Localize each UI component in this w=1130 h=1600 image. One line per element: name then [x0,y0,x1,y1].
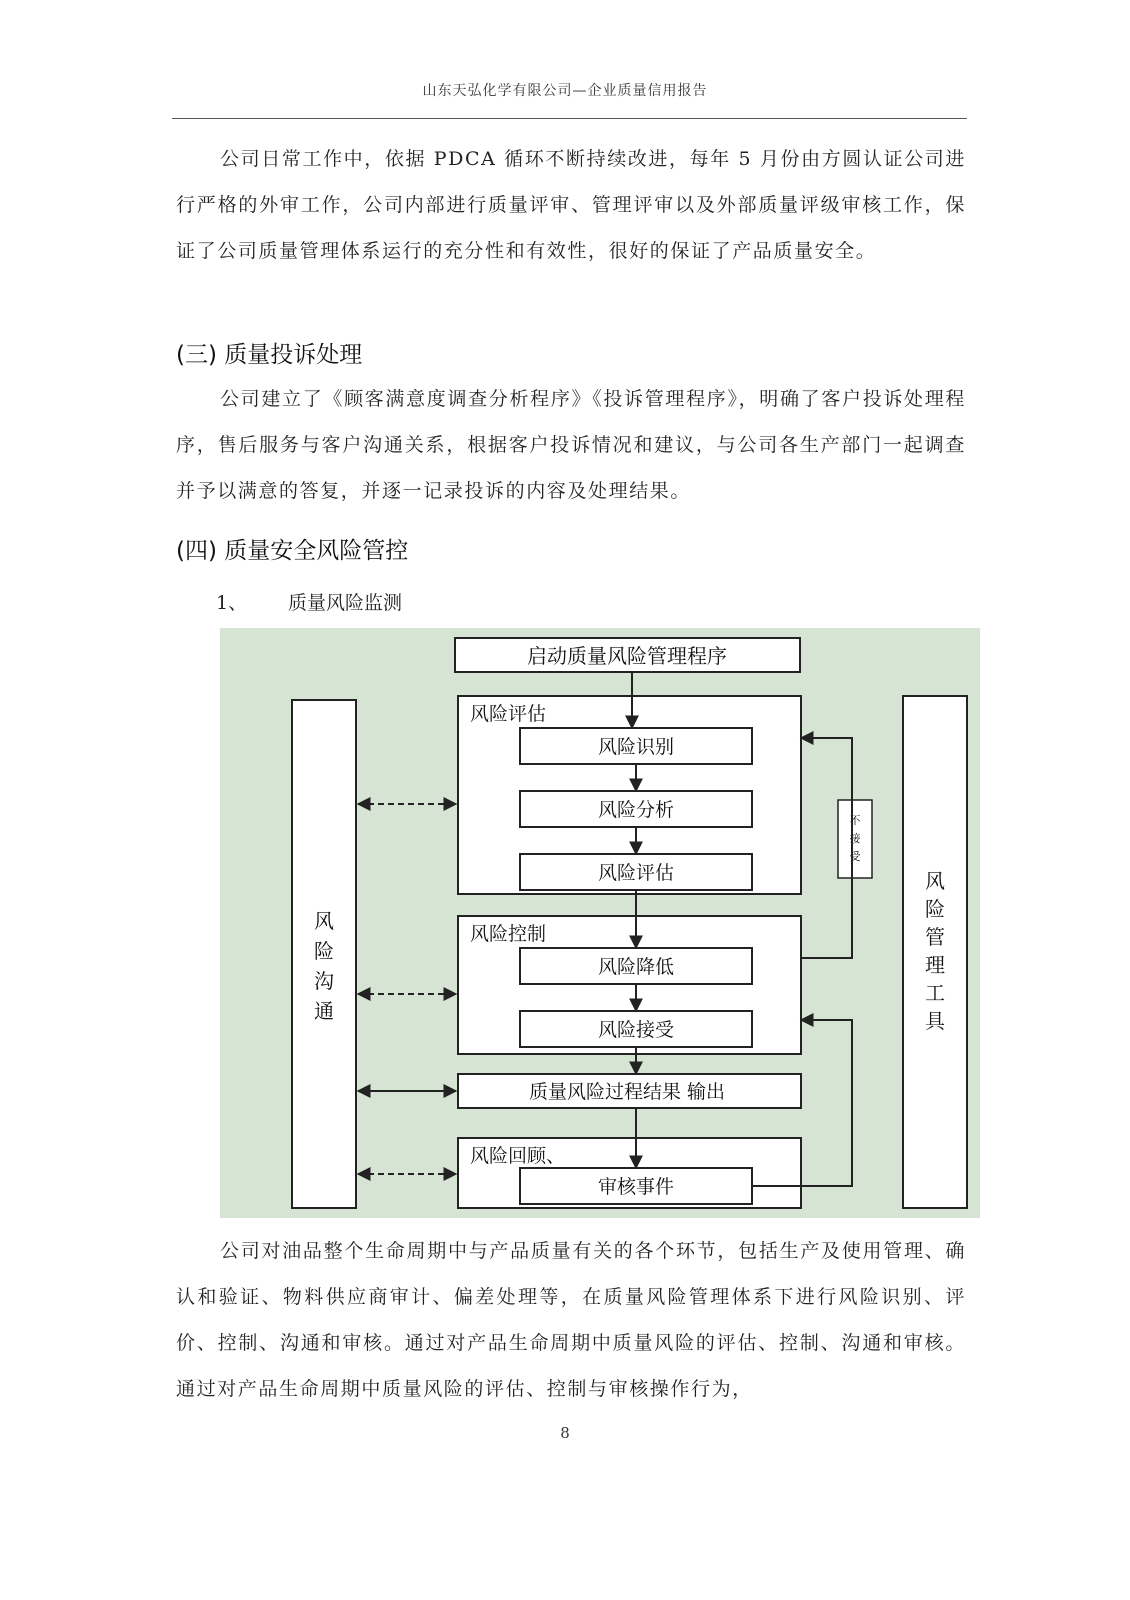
page-header: 山东天弘化学有限公司—企业质量信用报告 [422,83,708,99]
section-heading-complaints: (三) 质量投诉处理 [176,342,363,368]
subsection-title: 质量风险监测 [288,592,403,614]
subsection-risk-monitoring [216,588,402,615]
risk-tools-char-1: 风 [925,869,945,893]
node-analyze [520,791,752,827]
node-evaluate-label: 风险评估 [597,862,675,884]
risk-tools-char-6: 具 [925,1009,945,1033]
node-not-accept [838,800,872,878]
risk-management-flowchart [220,628,980,1218]
subsection-number: 1、 [216,592,248,614]
risk-tools-column [903,696,967,1208]
body-paragraph-complaints: 公司建立了《顾客满意度调查分析程序》《投诉管理程序》，明确了客户投诉处理程序，售后服务与客户沟通关系，根据客户投诉情况和建议，与公司各生产部门一起调查并予以满意的答复，并逐一记录投诉的内容及处理结果。 [176,388,966,502]
node-start-label: 启动质量风险管理程序 [527,644,727,668]
node-output-label: 质量风险过程结果 输出 [528,1081,726,1103]
node-audit [520,1168,752,1204]
body-paragraph-lifecycle: 公司对油品整个生命周期中与产品质量有关的各个环节，包括生产及使用管理、确认和验证、物料供应商审计、偏差处理等，在质量风险管理体系下进行风险识别、评价、控制、沟通和审核。通过对产品生命周期中质量风险的评估、控制、沟通和审核。通过对产品生命周期中质量风险的评估、控制与审核操作行为， [176,1240,966,1400]
risk-communication-char-4: 通 [314,999,334,1023]
node-audit-label: 审核事件 [597,1176,675,1198]
risk-tools-char-4: 理 [925,953,945,977]
section-heading-risk-control: (四) 质量安全风险管控 [176,538,409,564]
body-paragraph-pdca: 公司日常工作中，依据 PDCA 循环不断持续改进，每年 5 月份由方圆认证公司进行严格的外审工作，公司内部进行质量评审、管理评审以及外部质量评级审核工作，保证了公司质量管理体系运行的充分性和有效性，很好的保证了产品质量安全。 [176,148,966,262]
risk-communication-column [292,700,356,1208]
risk-communication-char-2: 险 [314,939,334,963]
node-start [455,638,800,672]
node-output [458,1074,801,1108]
risk-communication-char-1: 风 [314,909,334,933]
header-divider [172,118,967,119]
node-not-accept-char-2: 接 [849,832,861,845]
node-reduce [520,948,752,984]
risk-tools-char-5: 工 [925,981,945,1005]
node-identify [520,728,752,764]
node-identify-label: 风险识别 [597,736,675,758]
node-not-accept-char-1: 不 [849,814,861,827]
node-evaluate [520,854,752,890]
group-risk-assessment-label: 风险评估 [470,703,547,725]
risk-tools-char-3: 管 [925,925,945,949]
page-number: 8 [560,1424,570,1442]
node-analyze-label: 风险分析 [597,799,675,821]
node-not-accept-char-3: 受 [849,850,861,863]
node-reduce-label: 风险降低 [597,956,675,978]
node-accept [520,1011,752,1047]
group-risk-review-label: 风险回顾、 [470,1145,566,1167]
risk-tools-char-2: 险 [925,897,945,921]
group-risk-control-label: 风险控制 [470,923,547,945]
node-accept-label: 风险接受 [597,1019,675,1041]
risk-communication-char-3: 沟 [314,969,334,993]
